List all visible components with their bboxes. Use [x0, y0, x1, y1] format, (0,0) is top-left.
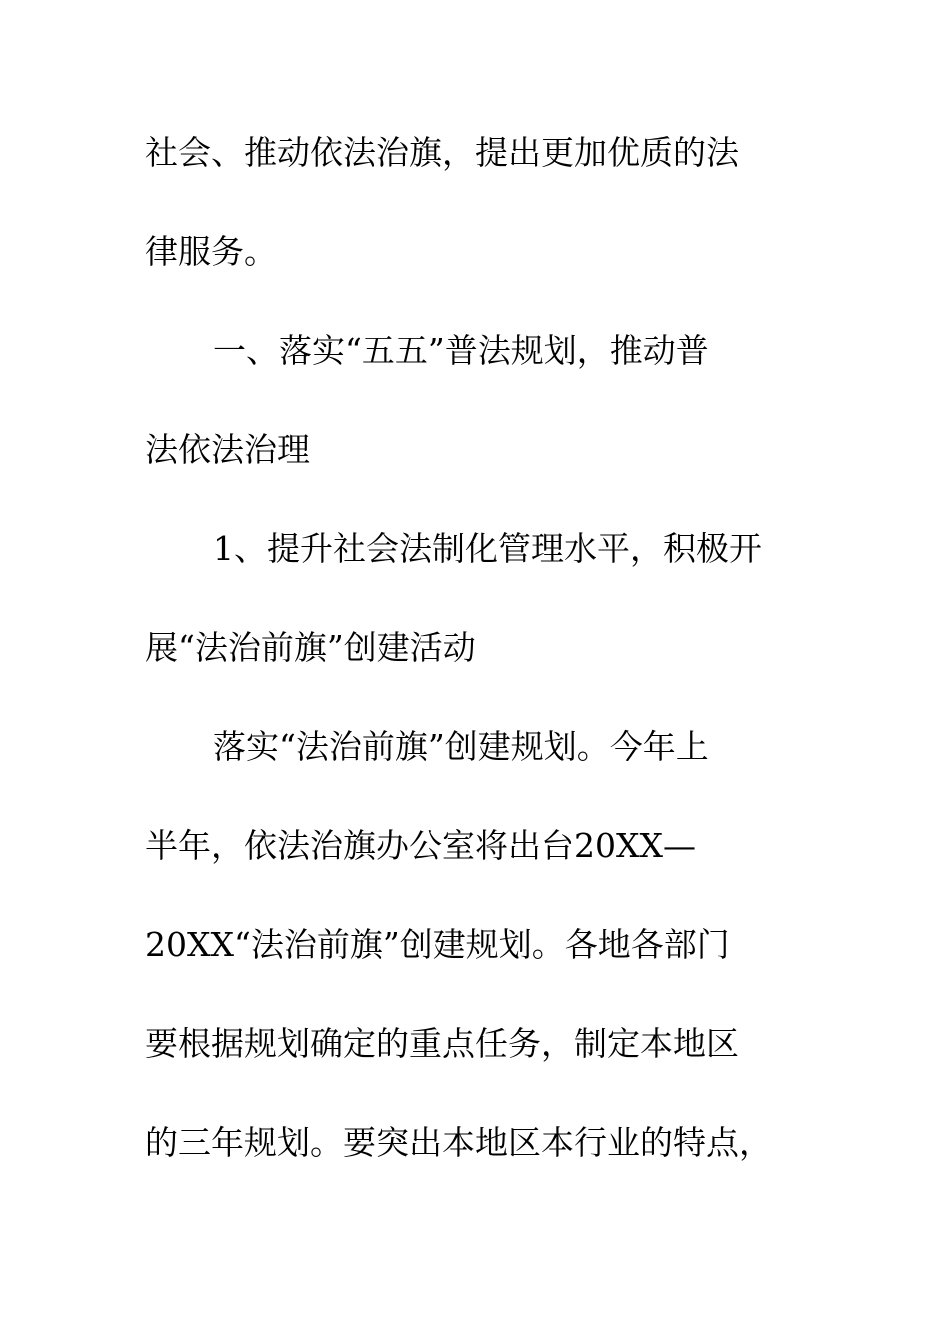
text-line-9: 20XX“法治前旗”创建规划。各地各部门: [145, 925, 730, 964]
section-heading-1-cont: 法依法治理: [145, 430, 310, 469]
text-line-11: 的三年规划。要突出本地区本行业的特点，: [145, 1123, 772, 1162]
section-heading-1: 一、落实“五五”普法规划，推动普: [213, 331, 709, 370]
text-line-10: 要根据规划确定的重点任务，制定本地区: [145, 1024, 739, 1063]
text-line-8: 半年，依法治旗办公室将出台20XX—: [145, 826, 696, 865]
text-line-7: 落实“法治前旗”创建规划。今年上: [213, 727, 709, 766]
text-line-1: 社会、推动依法治旗，提出更加优质的法: [145, 133, 739, 172]
subsection-heading-1: 1、提升社会法制化管理水平，积极开: [213, 529, 762, 568]
text-line-2: 律服务。: [145, 232, 277, 271]
subsection-heading-1-cont: 展“法治前旗”创建活动: [145, 628, 476, 667]
